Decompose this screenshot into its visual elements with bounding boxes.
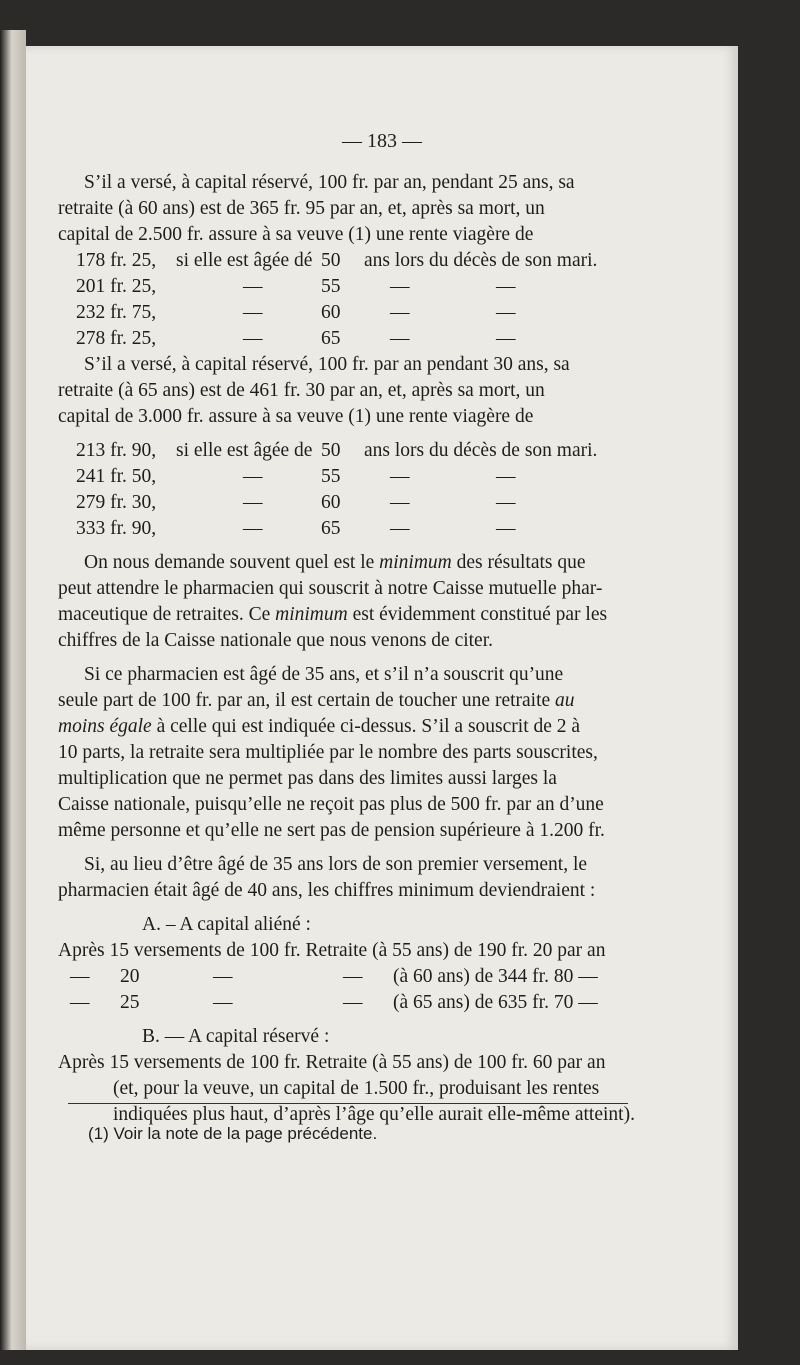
table2-row: 241 fr. 50, — 55 — —: [76, 466, 516, 487]
book-spine-edge: [0, 30, 26, 1350]
para4-line6: Caisse nationale, puisqu’elle ne reçoit pas plus de 500 fr. par an d’une: [58, 794, 604, 815]
page-number: — 183 —: [342, 130, 422, 152]
section-a-row: — 20 — — (à 60 ans) de 344 fr. 80 —: [70, 966, 598, 987]
para4-line2: seule part de 100 fr. par an, il est certain de toucher une retraite au: [58, 690, 575, 711]
table2-row: 333 fr. 90, — 65 — —: [76, 518, 516, 539]
para4-line3: moins égale à celle qui est indiquée ci-dessus. S’il a souscrit de 2 à: [58, 716, 581, 737]
section-b-heading: B. — A capital réservé :: [142, 1026, 330, 1047]
para2-line2: retraite (à 65 ans) est de 461 fr. 30 par an, et, après sa mort, un: [58, 380, 545, 401]
section-b-line: Après 15 versements de 100 fr. Retraite (à 55 ans) de 100 fr. 60 par an: [58, 1052, 606, 1073]
section-b-line: (et, pour la veuve, un capital de 1.500 fr., produisant les rentes: [113, 1078, 600, 1099]
para3-line1: On nous demande souvent quel est le minimum des résultats que: [84, 552, 586, 573]
para3-line3: maceutique de retraites. Ce minimum est évidemment constitué par les: [58, 604, 608, 625]
table1-row: 178 fr. 25, si elle est âgée dé 50 ans lors du décès de son mari.: [76, 250, 598, 271]
para4-line7: même personne et qu’elle ne sert pas de pension supérieure à 1.200 fr.: [58, 820, 605, 841]
table1-row: 232 fr. 75, — 60 — —: [76, 302, 516, 323]
book-page: [26, 46, 738, 1350]
section-a-row: Après 15 versements de 100 fr. Retraite (à 55 ans) de 190 fr. 20 par an: [58, 940, 606, 961]
para3-line4: chiffres de la Caisse nationale que nous venons de citer.: [58, 630, 494, 651]
footnote: (1) Voir la note de la page précédente.: [88, 1124, 378, 1143]
table1-row: 201 fr. 25, — 55 — —: [76, 276, 516, 297]
section-b-line: indiquées plus haut, d’après l’âge qu’elle aurait elle-même atteint).: [113, 1104, 635, 1125]
para2-line1: S’il a versé, à capital réservé, 100 fr. par an pendant 30 ans, sa: [84, 354, 570, 375]
para5-line1: Si, au lieu d’être âgé de 35 ans lors de son premier versement, le: [84, 854, 588, 875]
table1-row: 278 fr. 25, — 65 — —: [76, 328, 516, 349]
para3-line2: peut attendre le pharmacien qui souscrit à notre Caisse mutuelle phar-: [58, 578, 603, 599]
para1-line1: S’il a versé, à capital réservé, 100 fr. par an, pendant 25 ans, sa: [84, 172, 575, 193]
para5-line2: pharmacien était âgé de 40 ans, les chiffres minimum deviendraient :: [58, 880, 596, 901]
para2-line3: capital de 3.000 fr. assure à sa veuve (1) une rente viagère de: [58, 406, 534, 427]
para4-line1: Si ce pharmacien est âgé de 35 ans, et s’il n’a souscrit qu’une: [84, 664, 564, 685]
table2-row: 279 fr. 30, — 60 — —: [76, 492, 516, 513]
section-a-heading: A. – A capital aliéné :: [142, 914, 311, 935]
table2-row: 213 fr. 90, si elle est âgée de 50 ans lors du décès de son mari.: [76, 440, 598, 461]
page-body: [58, 170, 672, 1128]
para1-line2: retraite (à 60 ans) est de 365 fr. 95 par an, et, après sa mort, un: [58, 198, 545, 219]
para1-line3: capital de 2.500 fr. assure à sa veuve (1) une rente viagère de: [58, 224, 534, 245]
para4-line5: multiplication que ne permet pas dans des limites aussi larges la: [58, 768, 557, 789]
footnote-rule: [68, 1103, 628, 1104]
section-a-row: — 25 — — (à 65 ans) de 635 fr. 70 —: [70, 992, 598, 1013]
para4-line4: 10 parts, la retraite sera multipliée par le nombre des parts souscrites,: [58, 742, 598, 763]
